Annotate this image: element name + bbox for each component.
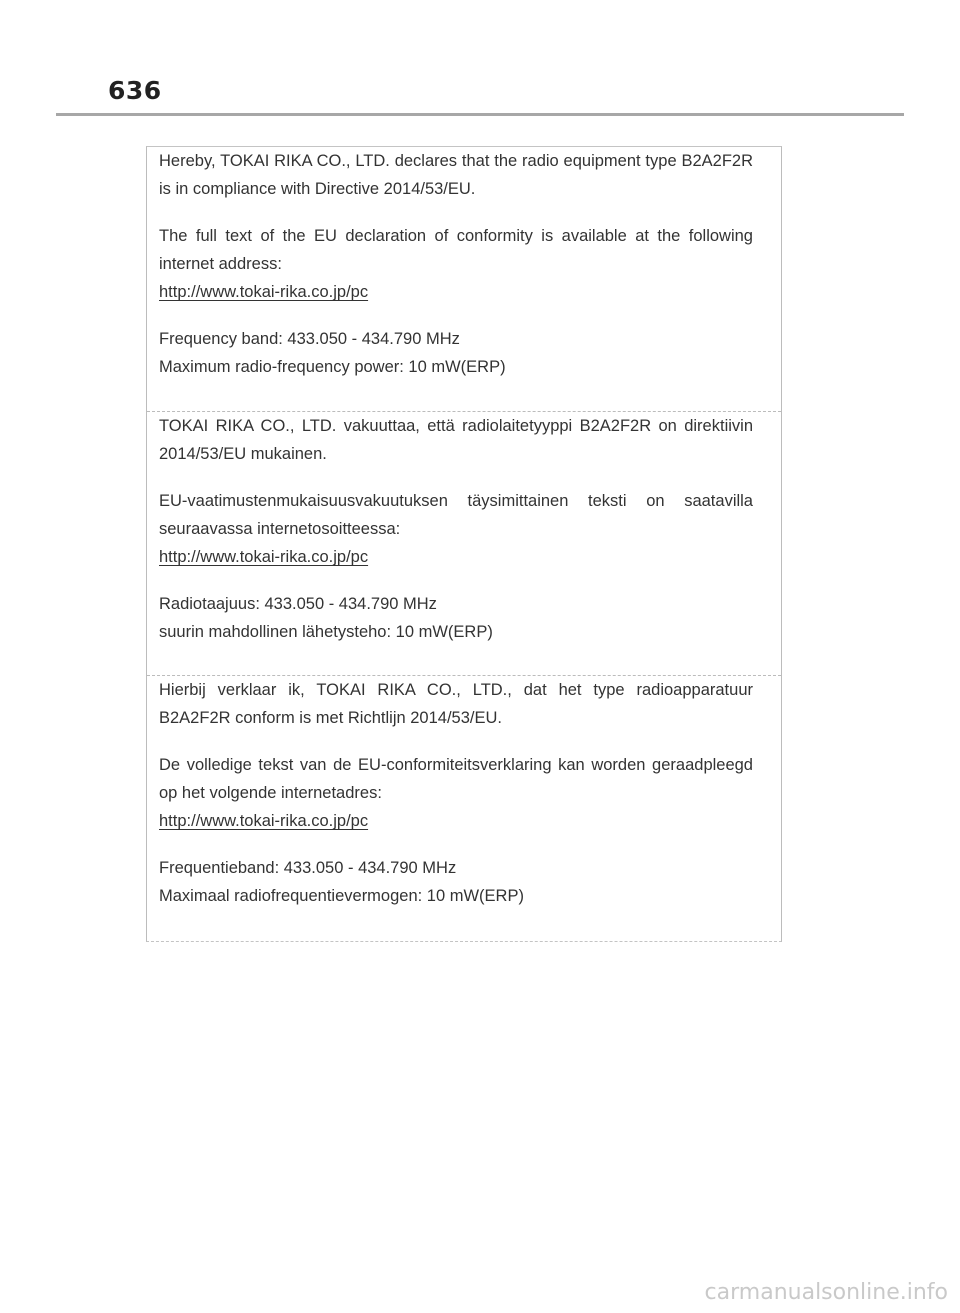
header-divider [56, 113, 904, 116]
section-english [147, 147, 781, 411]
declaration-box [146, 146, 782, 942]
frequency-band: Frequentieband: 433.050 - 434.790 MHz [159, 859, 457, 877]
frequency-band: Radiotaajuus: 433.050 - 434.790 MHz [159, 595, 437, 613]
section-finnish [147, 411, 781, 675]
max-power: Maximaal radiofrequentievermogen: 10 mW(ERP) [159, 887, 524, 905]
declaration-text: Hereby, TOKAI RIKA CO., LTD. declares that the radio equipment type B2A2F2R is in compliance with Directive 2014/53/EU. [159, 152, 753, 198]
declaration-link[interactable]: http://www.tokai-rika.co.jp/pc [159, 548, 369, 566]
declaration-text: Hierbij verklaar ik, TOKAI RIKA CO., LTD., dat het type radioapparatuur B2A2F2R conform is met Richtlijn 2014/53/EU. [159, 681, 753, 727]
full-text-notice: The full text of the EU declaration of conformity is available at the following internet address: [159, 227, 753, 273]
page-number: 636 [108, 76, 162, 105]
watermark: carmanualsonline.info [704, 1280, 948, 1305]
declaration-link[interactable]: http://www.tokai-rika.co.jp/pc [159, 812, 369, 830]
full-text-notice: EU-vaatimustenmukaisuusvakuutuksen täysimittainen teksti on saatavilla seuraavassa internetosoitteessa: [159, 492, 753, 538]
frequency-band: Frequency band: 433.050 - 434.790 MHz [159, 330, 460, 348]
max-power: Maximum radio-frequency power: 10 mW(ERP) [159, 358, 506, 376]
section-dutch [147, 675, 781, 941]
full-text-notice: De volledige tekst van de EU-conformiteitsverklaring kan worden geraadpleegd op het volgende internetadres: [159, 756, 753, 802]
declaration-link[interactable]: http://www.tokai-rika.co.jp/pc [159, 283, 369, 301]
declaration-text: TOKAI RIKA CO., LTD. vakuuttaa, että radiolaitetyyppi B2A2F2R on direktiivin 2014/53/EU mukainen. [159, 417, 753, 463]
max-power: suurin mahdollinen lähetysteho: 10 mW(ERP) [159, 623, 493, 641]
